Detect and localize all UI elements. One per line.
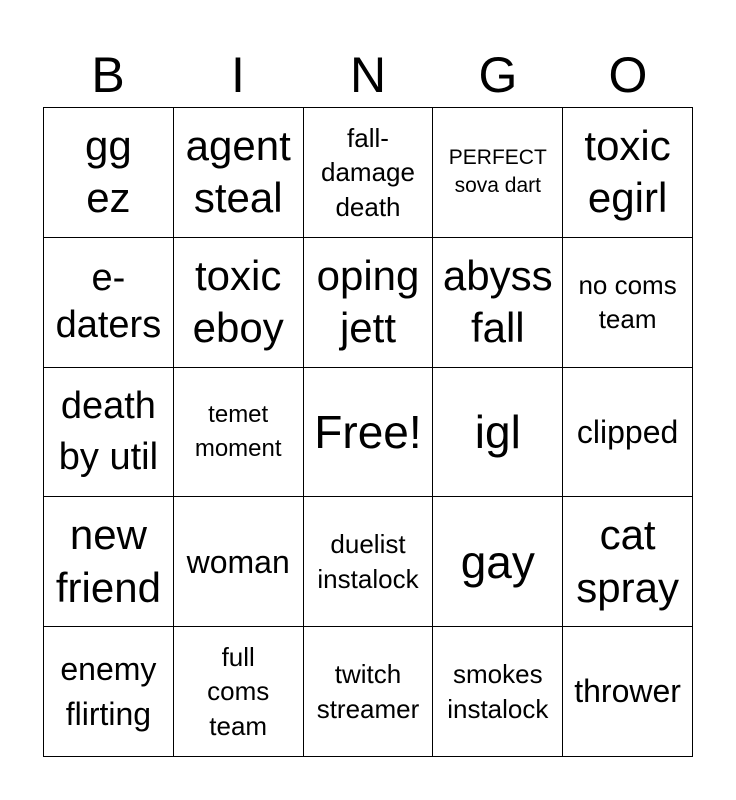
bingo-cell[interactable] — [44, 108, 174, 238]
cell-text: agent steal — [185, 121, 291, 222]
bingo-cell[interactable] — [174, 627, 304, 757]
bingo-cell[interactable] — [304, 497, 434, 627]
cell-text: oping jett — [316, 251, 420, 352]
bingo-cell[interactable] — [563, 497, 693, 627]
cell-text: twitch streamer — [316, 659, 420, 724]
cell-text: toxic eboy — [192, 251, 284, 352]
bingo-cell[interactable] — [304, 108, 434, 238]
cell-text: gay — [460, 535, 535, 588]
bingo-cell[interactable] — [44, 497, 174, 627]
header-letter-n: N — [349, 47, 387, 103]
cell-text: e-daters — [55, 256, 162, 347]
cell-text: no coms team — [578, 269, 677, 335]
bingo-cell[interactable] — [563, 368, 693, 498]
cell-text: fall-damage death — [321, 122, 415, 222]
bingo-cell[interactable] — [563, 108, 693, 238]
cell-text: full coms team — [207, 642, 270, 741]
bingo-cell[interactable] — [174, 108, 304, 238]
header-letter-b: B — [91, 47, 125, 103]
cell-text: gg ez — [85, 121, 132, 222]
header-letter-i: I — [231, 47, 245, 103]
cell-text: woman — [186, 543, 290, 580]
bingo-cell[interactable] — [433, 627, 563, 757]
cell-text: smokes instalock — [447, 659, 549, 724]
cell-text: clipped — [576, 413, 679, 450]
cell-text: enemy flirting — [60, 650, 157, 732]
bingo-cell[interactable] — [563, 627, 693, 757]
cell-text: death by util — [58, 384, 159, 478]
cell-text: Free! — [314, 405, 422, 458]
header-letter-o: O — [608, 47, 648, 103]
bingo-cell[interactable] — [563, 238, 693, 368]
bingo-cell[interactable] — [174, 368, 304, 498]
cell-text: temet moment — [194, 401, 282, 462]
cell-text: duelist instalock — [317, 529, 419, 594]
cell-text: cat spray — [576, 511, 679, 611]
cell-text: new friend — [55, 511, 161, 611]
bingo-cell[interactable] — [44, 368, 174, 498]
cell-text: toxic egirl — [584, 121, 671, 222]
bingo-cell[interactable] — [174, 238, 304, 368]
bingo-cell[interactable] — [304, 238, 434, 368]
bingo-cell[interactable] — [433, 497, 563, 627]
cell-text: abyss fall — [442, 251, 553, 352]
cell-text: PERFECT sova dart — [448, 146, 547, 198]
free-space[interactable] — [304, 368, 434, 498]
bingo-cell[interactable] — [44, 238, 174, 368]
bingo-cell[interactable] — [433, 108, 563, 238]
bingo-cell[interactable] — [433, 368, 563, 498]
cell-text: thrower — [574, 673, 681, 710]
bingo-cell[interactable] — [174, 497, 304, 627]
bingo-cell[interactable] — [433, 238, 563, 368]
bingo-cell[interactable] — [44, 627, 174, 757]
cell-text: igl — [474, 405, 521, 458]
bingo-cell[interactable] — [304, 627, 434, 757]
header-letter-g: G — [478, 47, 518, 103]
bingo-header — [43, 44, 693, 106]
bingo-board — [43, 107, 693, 757]
